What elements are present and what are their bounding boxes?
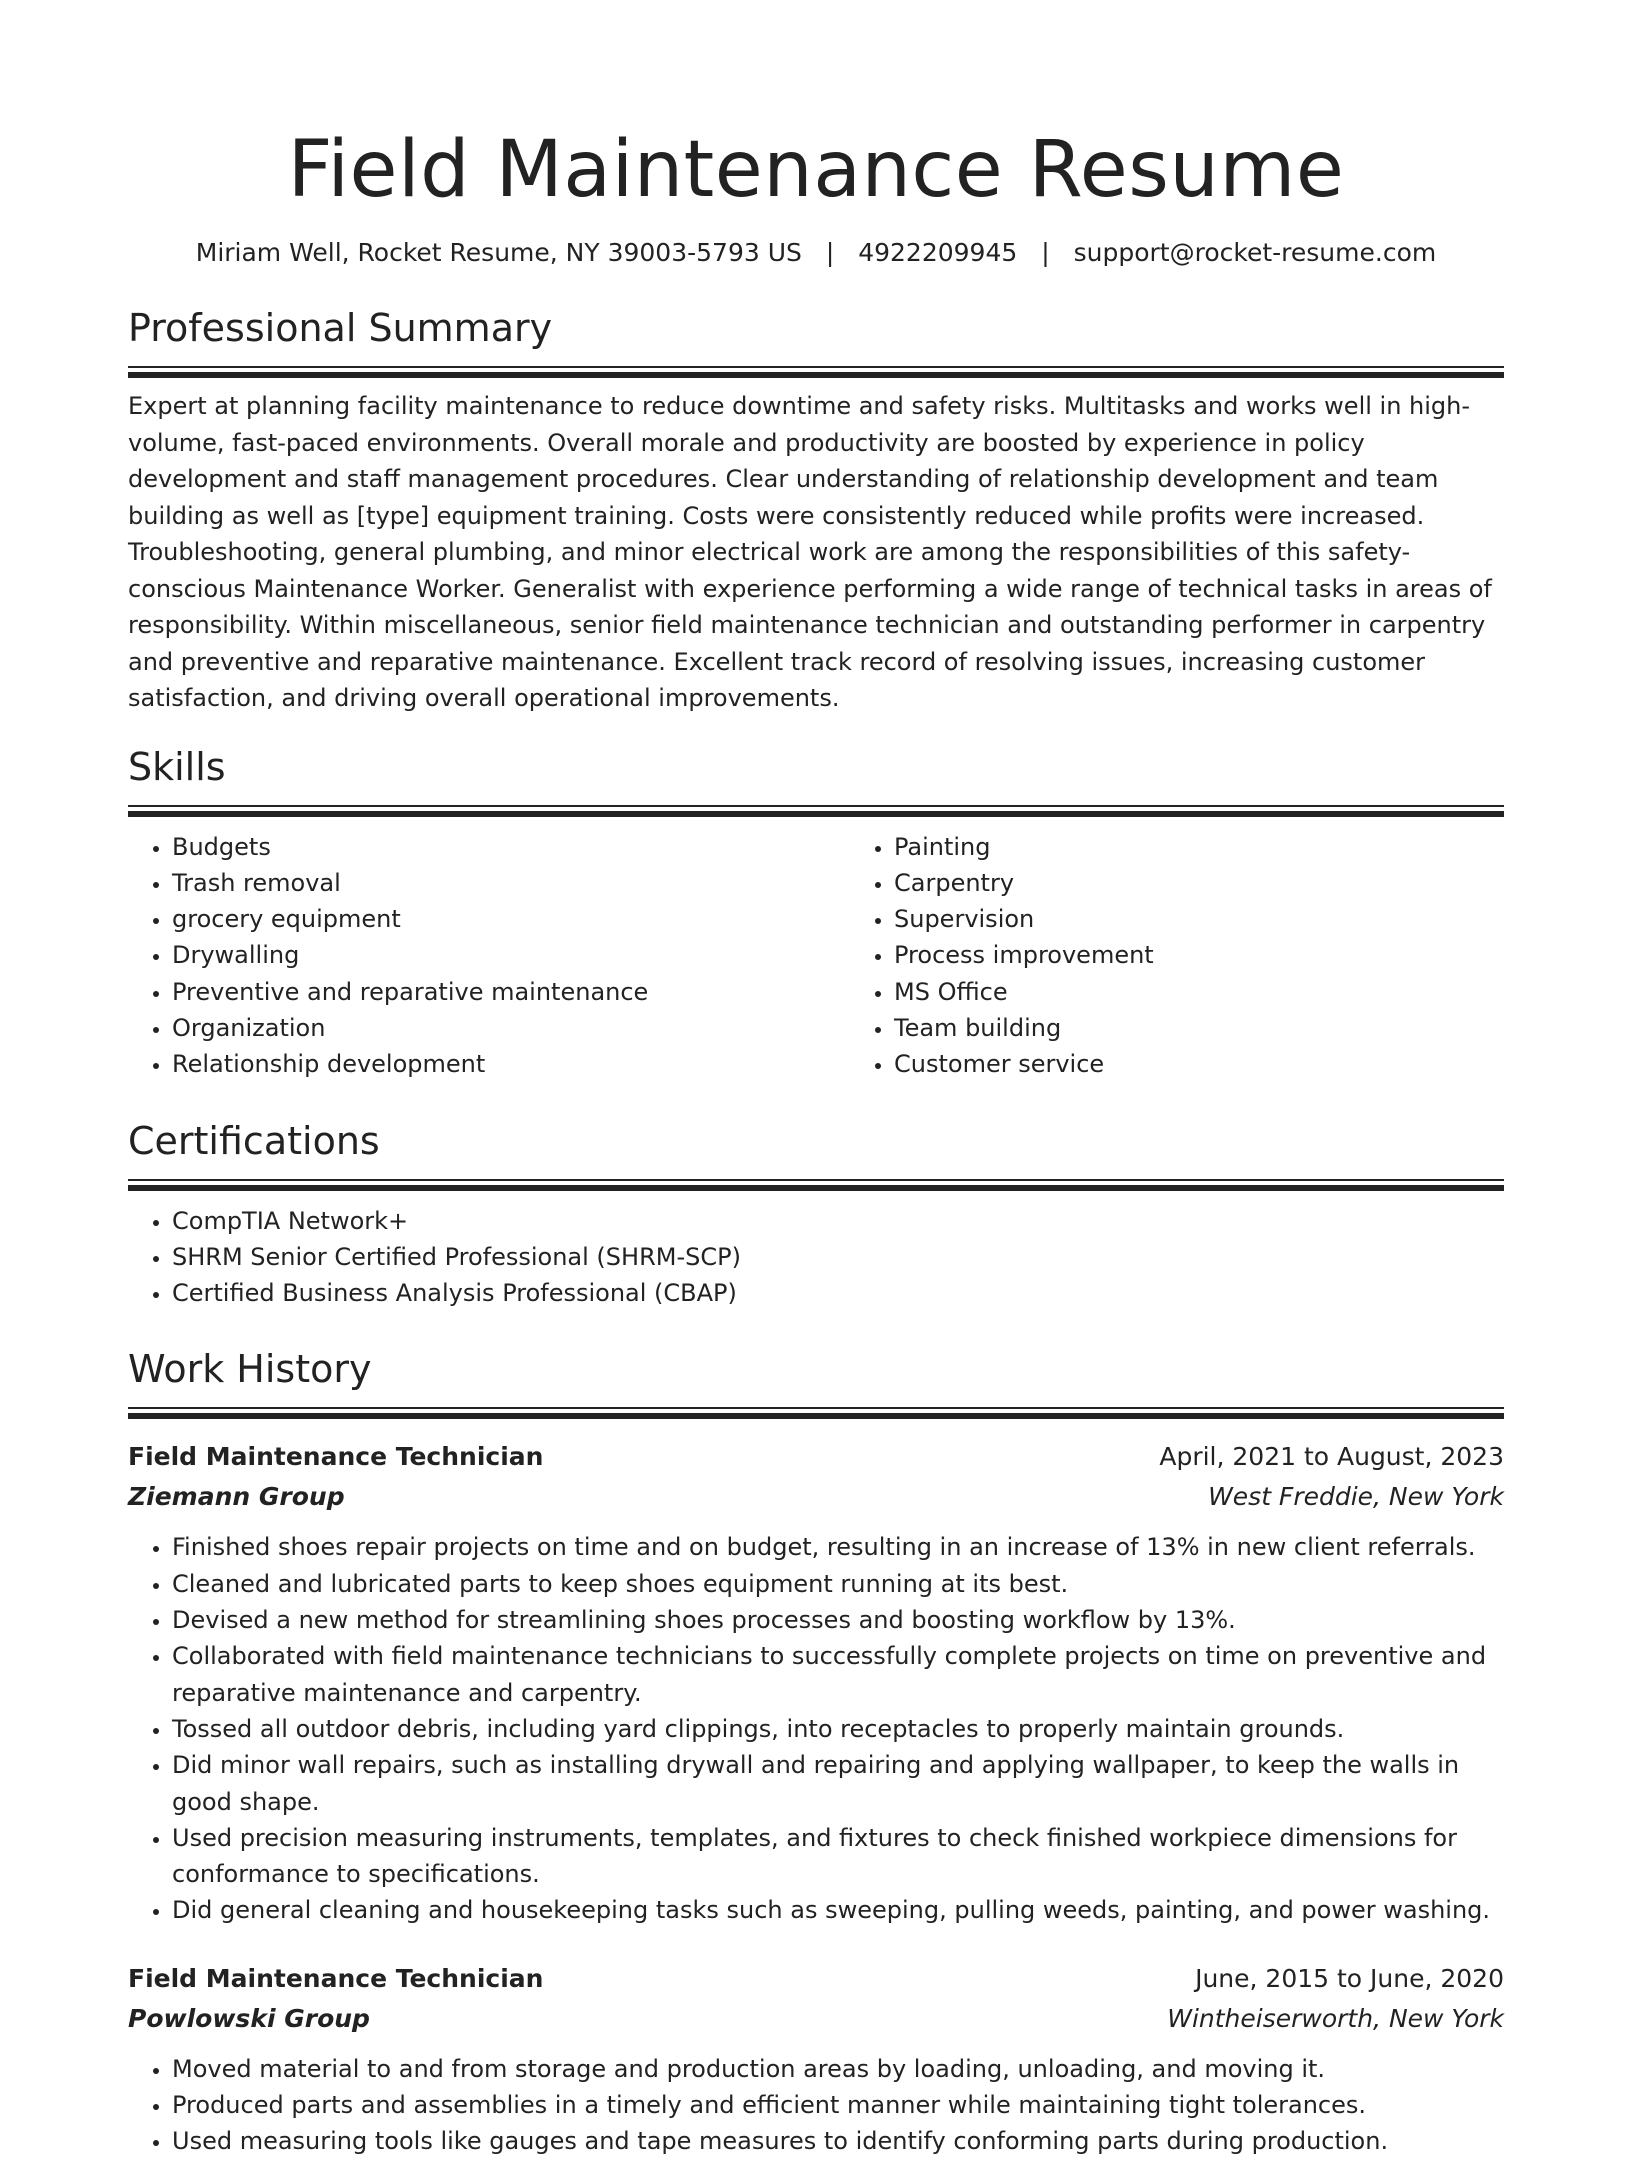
skill-item: • Preventive and reparative maintenance [172,974,850,1010]
skill-item: • Trash removal [172,865,850,901]
contact-phone: 4922209945 [858,238,1018,267]
contact-separator: | [1041,238,1050,267]
certifications-heading: Certifications [128,1118,380,1163]
job-bullet: • Did minor wall repairs, such as installing drywall and repairing and applying wallpaper, to keep the walls in good shape. [172,1747,1504,1820]
job-title: Field Maintenance Technician [128,1442,544,1472]
job-entry [128,1959,1504,2160]
job-bullet: • Produced parts and assemblies in a timely and efficient manner while maintaining tight tolerances. [172,2087,1504,2123]
skill-item: • Process improvement [894,937,1504,973]
section-divider [128,1179,1504,1181]
job-bullets [128,1529,1504,1928]
certification-item: • CompTIA Network+ [172,1203,1504,1239]
page-title: Field Maintenance Resume [287,125,1345,215]
job-bullet: • Devised a new method for streamlining shoes processes and boosting workflow by 13%. [172,1602,1504,1638]
job-bullet: • Did general cleaning and housekeeping tasks such as sweeping, pulling weeds, painting, and power washing. [172,1892,1504,1928]
skill-item: • Customer service [894,1046,1504,1082]
certification-item: • SHRM Senior Certified Professional (SHRM-SCP) [172,1239,1504,1275]
certification-item: • Certified Business Analysis Professional (CBAP) [172,1275,1504,1311]
skill-item: • Relationship development [172,1046,850,1082]
certifications-list [128,1203,1504,1312]
contact-separator: | [825,238,835,267]
section-divider [128,1413,1504,1419]
skill-item: • Team building [894,1010,1504,1046]
job-header-row [128,1437,1504,1477]
job-bullet: • Cleaned and lubricated parts to keep shoes equipment running at its best. [172,1566,1504,1602]
job-company: Ziemann Group [128,1482,345,1512]
job-dates: April, 2021 to August, 2023 [1159,1442,1504,1472]
section-divider [128,805,1504,807]
summary-heading: Professional Summary [128,306,553,350]
section-divider [128,1185,1504,1191]
job-bullet: • Tossed all outdoor debris, including yard clippings, into receptacles to properly maintain grounds. [172,1711,1504,1747]
job-title: Field Maintenance Technician [128,1963,544,1993]
skill-item: • Carpentry [894,865,1504,901]
skills-list-right [850,829,1504,1083]
skills-list-left [128,829,850,1083]
work-history-section [128,1345,1504,2159]
job-subheader-row [128,1999,1504,2039]
skill-item: • grocery equipment [172,901,850,937]
resume-content [128,120,1504,2160]
job-bullet: • Moved material to and from storage and production areas by loading, unloading, and moving it. [172,2051,1504,2087]
job-bullet: • Used precision measuring instruments, templates, and fixtures to check finished workpiece dimensions for conformance to specifications. [172,1820,1504,1893]
job-bullet: • Used measuring tools like gauges and tape measures to identify conforming parts during production. [172,2123,1504,2159]
job-bullets [128,2051,1504,2160]
job-bullet: • Finished shoes repair projects on time and on budget, resulting in an increase of 13% in new client referrals. [172,1529,1504,1565]
skills-grid [128,817,1504,1083]
skills-heading: Skills [128,744,226,789]
job-subheader-row [128,1477,1504,1517]
skill-item: • Budgets [172,829,850,865]
job-bullet: • Collaborated with field maintenance technicians to successfully complete projects on time on preventive and reparative maintenance and carpentry. [172,1638,1504,1711]
job-location: West Freddie, New York [1208,1482,1504,1512]
certifications-section [128,1117,1504,1312]
job-dates: June, 2015 to June, 2020 [1195,1963,1504,1993]
skill-item: • Drywalling [172,937,850,973]
job-company: Powlowski Group [128,2003,370,2033]
contact-line [128,236,1504,270]
job-location: Wintheiserworth, New York [1167,2003,1504,2033]
skills-section [128,743,1504,1083]
contact-address: Miriam Well, Rocket Resume, NY 39003-5793 US [195,238,802,267]
skill-item: • Supervision [894,901,1504,937]
summary-section [128,304,1504,717]
skill-item: • Painting [894,829,1504,865]
skill-item: • MS Office [894,974,1504,1010]
section-divider [128,372,1504,378]
job-entry [128,1437,1504,1928]
work-history-heading: Work History [128,1347,372,1392]
skill-item: • Organization [172,1010,850,1046]
contact-email[interactable]: support@rocket-resume.com [1073,238,1437,267]
job-header-row [128,1959,1504,1999]
section-divider [128,366,1504,368]
section-divider [128,1407,1504,1409]
summary-text: Expert at planning facility maintenance to reduce downtime and safety risks. Multitasks and works well in high-volume, fast-paced environments. Overall morale and productivity are boosted by experience in policy development and staff management procedures. Clear understanding of relationship development and team building as well as [type] equipment training. Costs were consistently reduced while profits were increased. Troubleshooting, general plumbing, and minor electrical work are among the responsibilities of this safety-conscious Maintenance Worker. Generalist with experience performing a wide range of technical tasks in areas of responsibility. Within miscellaneous, senior field maintenance technician and outstanding performer in carpentry and preventive and reparative maintenance. Excellent track record of resolving issues, increasing customer satisfaction, and driving overall operational improvements. [128,392,1492,712]
